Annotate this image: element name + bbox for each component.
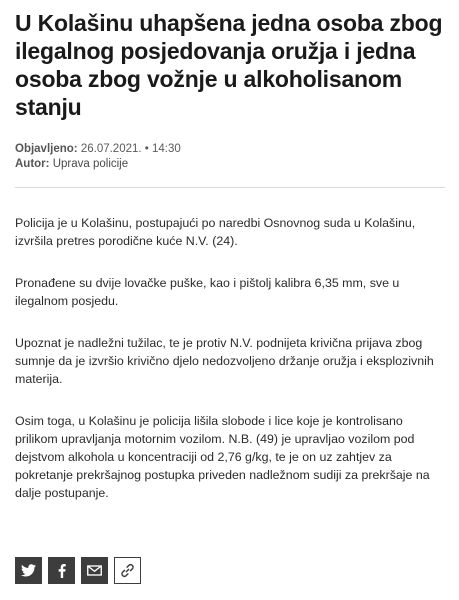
article-title: U Kolašinu uhapšena jedna osoba zbog ilegalnog posjedovanja oružja i jedna osoba zbog vožnje u alkoholisanom stanju xyxy=(15,10,443,120)
share-twitter-button[interactable] xyxy=(15,557,42,584)
email-icon xyxy=(87,565,102,576)
facebook-icon xyxy=(58,564,66,578)
article-meta xyxy=(15,142,445,172)
article-paragraph: Osim toga, u Kolašinu je policija lišila slobode i lice koje je kontrolisano prilikom upravljanja motornim vozilom. N.B. (49) je upravljao vozilom pod dejstvom alkohola u koncentraciji od 2,76 g/kg, te je on uz zahtjev za pokretanje prekršajnog postupka priveden nadležnom sudiji za prekršaje na dalje postupanje. xyxy=(15,414,430,500)
published-label: Objavljeno: xyxy=(15,143,78,155)
article-paragraph: Upoznat je nadležni tužilac, te je protiv N.V. podnijeta krivična prijava zbog sumnje da je izvršio krivično djelo nedozvoljeno držanje oružja i eksplozivnih materija. xyxy=(15,336,434,386)
article xyxy=(15,0,445,526)
published-date: 26.07.2021. • 14:30 xyxy=(80,143,181,155)
author-name: Uprava policije xyxy=(52,158,129,170)
article-body xyxy=(15,214,445,502)
share-facebook-button[interactable] xyxy=(48,557,75,584)
published-line xyxy=(15,142,445,157)
twitter-icon xyxy=(21,564,36,577)
author-label: Autor: xyxy=(15,158,50,170)
article-paragraph: Pronađene su dvije lovačke puške, kao i pištolj kalibra 6,35 mm, sve u ilegalnom posjedu. xyxy=(15,276,400,308)
author-line xyxy=(15,157,445,172)
link-icon xyxy=(120,563,135,578)
article-paragraph: Policija je u Kolašinu, postupajući po naredbi Osnovnog suda u Kolašinu, izvršila pretres porodične kuće N.V. (24). xyxy=(15,216,416,248)
share-bar xyxy=(15,557,141,584)
share-email-button[interactable] xyxy=(81,557,108,584)
meta-divider xyxy=(15,187,445,188)
copy-link-button[interactable] xyxy=(114,557,141,584)
